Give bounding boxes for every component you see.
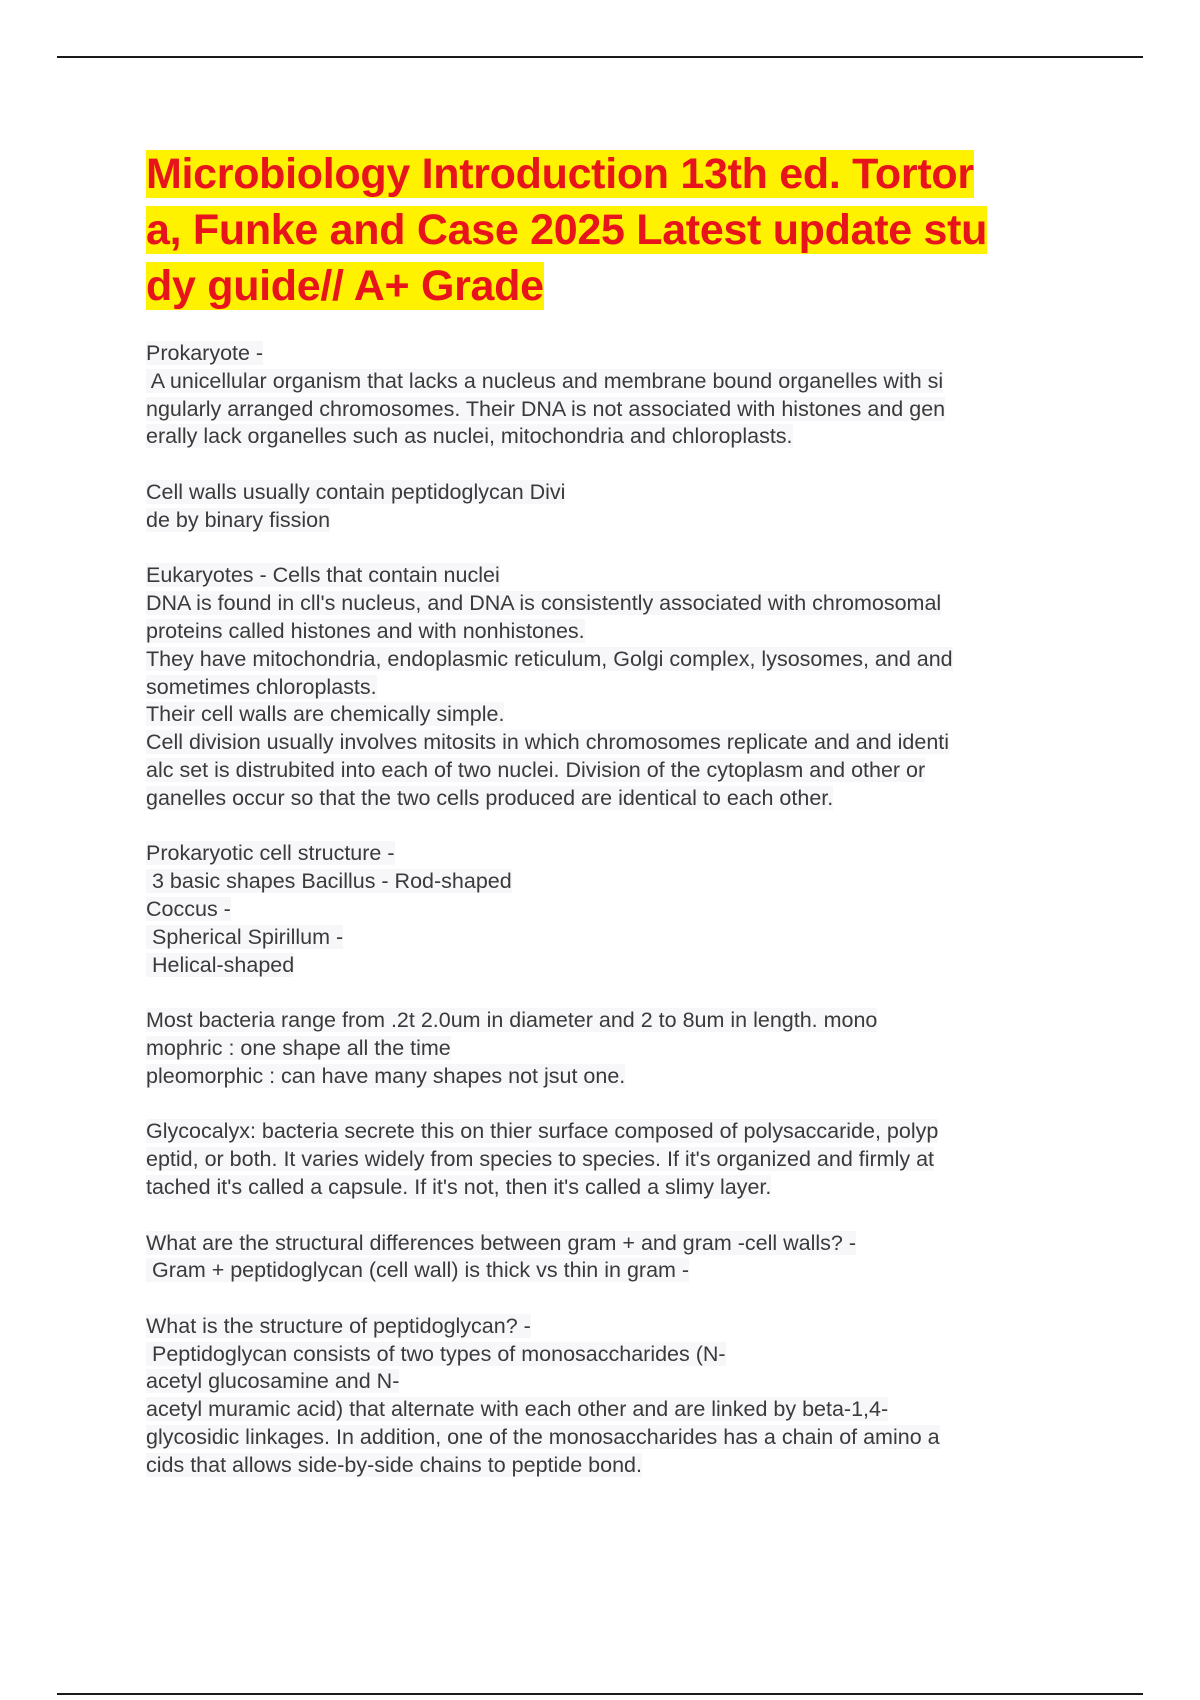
text-line: tached it's called a capsule. If it's not, then it's called a slimy layer. [146, 1174, 772, 1199]
text-line: Spherical Spirillum - [146, 924, 344, 949]
paragraph-gap [146, 1202, 1092, 1230]
paragraph-cell-walls [146, 479, 1092, 535]
text-line: proteins called histones and with nonhistones. [146, 618, 585, 643]
text-line: Prokaryote - [146, 341, 264, 365]
text-line: Most bacteria range from .2t 2.0um in diameter and 2 to 8um in length. mono [146, 1008, 878, 1033]
text-line: ganelles occur so that the two cells produced are identical to each other. [146, 785, 834, 810]
document-title [146, 146, 1092, 314]
text-line: erally lack organelles such as nuclei, mitochondria and chloroplasts. [146, 424, 793, 449]
paragraph-bacteria-size [146, 1007, 1092, 1090]
title-line-2: a, Funke and Case 2025 Latest update stu [146, 206, 988, 254]
text-line: 3 basic shapes Bacillus - Rod-shaped [146, 869, 512, 894]
text-line: Coccus - [146, 896, 231, 921]
paragraph-prokaryote [146, 340, 1092, 451]
text-line: pleomorphic : can have many shapes not jsut one. [146, 1063, 626, 1088]
paragraph-peptidoglycan [146, 1313, 1092, 1480]
text-line: ngularly arranged chromosomes. Their DNA is not associated with histones and gen [146, 396, 946, 421]
paragraph-eukaryotes [146, 562, 1092, 812]
text-line: mophric : one shape all the time [146, 1035, 451, 1060]
text-line: eptid, or both. It varies widely from species to species. If it's organized and firmly at [146, 1147, 935, 1172]
text-line: DNA is found in cll's nucleus, and DNA is consistently associated with chromosomal [146, 591, 942, 616]
text-line: Gram + peptidoglycan (cell wall) is thick vs thin in gram - [146, 1258, 690, 1283]
document-body [146, 146, 1092, 1480]
text-line: Cell walls usually contain peptidoglycan Divi [146, 479, 566, 504]
paragraph-gap [146, 1285, 1092, 1313]
paragraph-gap [146, 979, 1092, 1007]
text-line: de by binary fission [146, 507, 331, 532]
text-line: Glycocalyx: bacteria secrete this on thier surface composed of polysaccaride, polyp [146, 1119, 939, 1144]
top-rule [57, 56, 1143, 58]
paragraph-prokaryotic-structure [146, 840, 1092, 979]
title-line-1: Microbiology Introduction 13th ed. Tortor [146, 150, 974, 198]
text-line: cids that allows side-by-side chains to peptide bond. [146, 1452, 642, 1477]
text-line: A unicellular organism that lacks a nucleus and membrane bound organelles with si [146, 368, 944, 393]
text-line: Helical-shaped [146, 952, 295, 977]
paragraph-gap [146, 813, 1092, 841]
text-line: glycosidic linkages. In addition, one of the monosaccharides has a chain of amino a [146, 1425, 940, 1450]
text-line: What are the structural differences between gram + and gram -cell walls? - [146, 1230, 857, 1255]
text-line: acetyl glucosamine and N- [146, 1369, 400, 1394]
text-line: acetyl muramic acid) that alternate with each other and are linked by beta-1,4- [146, 1397, 889, 1422]
text-line: alc set is distrubited into each of two nuclei. Division of the cytoplasm and other or [146, 757, 926, 782]
text-line: They have mitochondria, endoplasmic reticulum, Golgi complex, lysosomes, and and [146, 646, 953, 671]
text-line: Cell division usually involves mitosits in which chromosomes replicate and and identi [146, 730, 950, 755]
paragraph-gap [146, 1091, 1092, 1119]
bottom-rule [57, 1693, 1143, 1695]
paragraph-gram-walls [146, 1230, 1092, 1286]
text-line: What is the structure of peptidoglycan? - [146, 1313, 531, 1338]
text-line: Their cell walls are chemically simple. [146, 702, 505, 727]
text-line: sometimes chloroplasts. [146, 674, 377, 699]
title-line-3: dy guide// A+ Grade [146, 262, 544, 310]
text-line: Eukaryotes - Cells that contain nuclei [146, 563, 500, 588]
paragraph-gap [146, 535, 1092, 563]
paragraph-glycocalyx [146, 1118, 1092, 1201]
text-line: Prokaryotic cell structure - [146, 841, 395, 866]
paragraph-gap [146, 451, 1092, 479]
text-line: Peptidoglycan consists of two types of monosaccharides (N- [146, 1341, 726, 1366]
